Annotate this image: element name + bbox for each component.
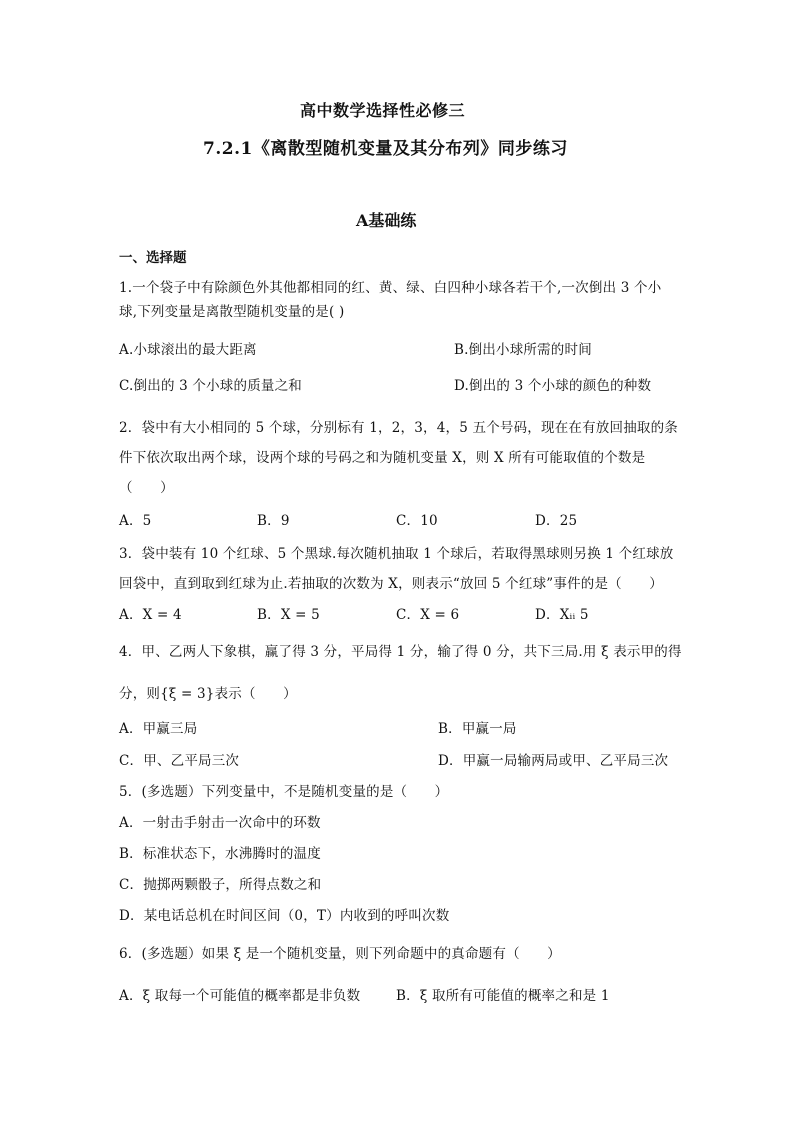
question-5-option-c: C．抛掷两颗骰子，所得点数之和 [119,877,322,893]
question-2-option-c: C．10 [396,513,438,529]
question-2-line-3: （ ） [119,480,174,496]
question-1-option-b: B.倒出小球所需的时间 [454,342,592,358]
doc-title: 高中数学选择性必修三 [300,101,466,120]
question-2-line-1: 2．袋中有大小相同的 5 个球，分别标有 1，2，3，4，5 五个号码，现在在有放回抽取的条 [119,420,678,436]
question-4-option-b: B．甲赢一局 [438,721,517,737]
section-title: A基础练 [356,211,417,230]
question-3-option-b: B．X = 5 [257,607,320,623]
question-3-line-1: 3．袋中装有 10 个红球、5 个黑球.每次随机抽取 1 个球后，若取得黑球则另换 1 个红球放 [119,546,674,562]
question-6-option-a: A．ξ 取每一个可能值的概率都是非负数 [119,988,361,1004]
question-5-option-d: D．某电话总机在时间区间（0，T）内收到的呼叫次数 [119,908,450,924]
question-6-option-b: B．ξ 取所有可能值的概率之和是 1 [396,988,610,1004]
doc-subtitle: 7.2.1《离散型随机变量及其分布列》同步练习 [203,139,568,159]
question-4-line-1: 4．甲、乙两人下象棋，赢了得 3 分，平局得 1 分，输了得 0 分，共下三局.用 ξ 表示甲的得 [119,644,682,660]
question-5-option-b: B．标准状态下，水沸腾时的温度 [119,846,321,862]
question-3-option-c: C．X = 6 [396,607,460,623]
question-2-line-2: 件下依次取出两个球，设两个球的号码之和为随机变量 X，则 X 所有可能取值的个数是 [119,450,646,466]
question-3-option-a: A．X = 4 [119,607,182,623]
section-heading: 一、选择题 [119,250,187,266]
question-1-line-1: 1.一个袋子中有除颜色外其他都相同的红、黄、绿、白四种小球各若干个,一次倒出 3 个小 [119,280,662,296]
question-1-option-d: D.倒出的 3 个小球的颜色的种数 [454,378,652,394]
question-2-option-a: A．5 [119,513,152,529]
question-6-line-1: 6．(多选题）如果 ξ 是一个随机变量，则下列命题中的真命题有（ ） [119,946,561,962]
question-2-option-d: D．25 [535,513,578,529]
question-1-option-a: A.小球滚出的最大距离 [119,342,257,358]
question-4-line-2: 分，则{ξ = 3}表示（ ） [119,686,297,702]
question-3-line-2: 回袋中，直到取到红球为止.若抽取的次数为 X，则表示“放回 5 个红球”事件的是（ ） [119,576,663,592]
question-4-option-c: C．甲、乙平局三次 [119,753,240,769]
question-4-option-d: D．甲赢一局输两局或甲、乙平局三次 [438,753,669,769]
question-4-option-a: A．甲赢三局 [119,721,198,737]
question-1-option-c: C.倒出的 3 个小球的质量之和 [119,378,303,394]
question-5-option-a: A．一射击手射击一次命中的环数 [119,815,321,831]
question-5-line-1: 5．(多选题）下列变量中，不是随机变量的是（ ） [119,784,449,800]
question-3-option-d: D．Xᵢᵢ 5 [535,607,589,623]
question-2-option-b: B．9 [257,513,290,529]
question-1-line-2: 球,下列变量是离散型随机变量的是( ) [119,304,345,320]
